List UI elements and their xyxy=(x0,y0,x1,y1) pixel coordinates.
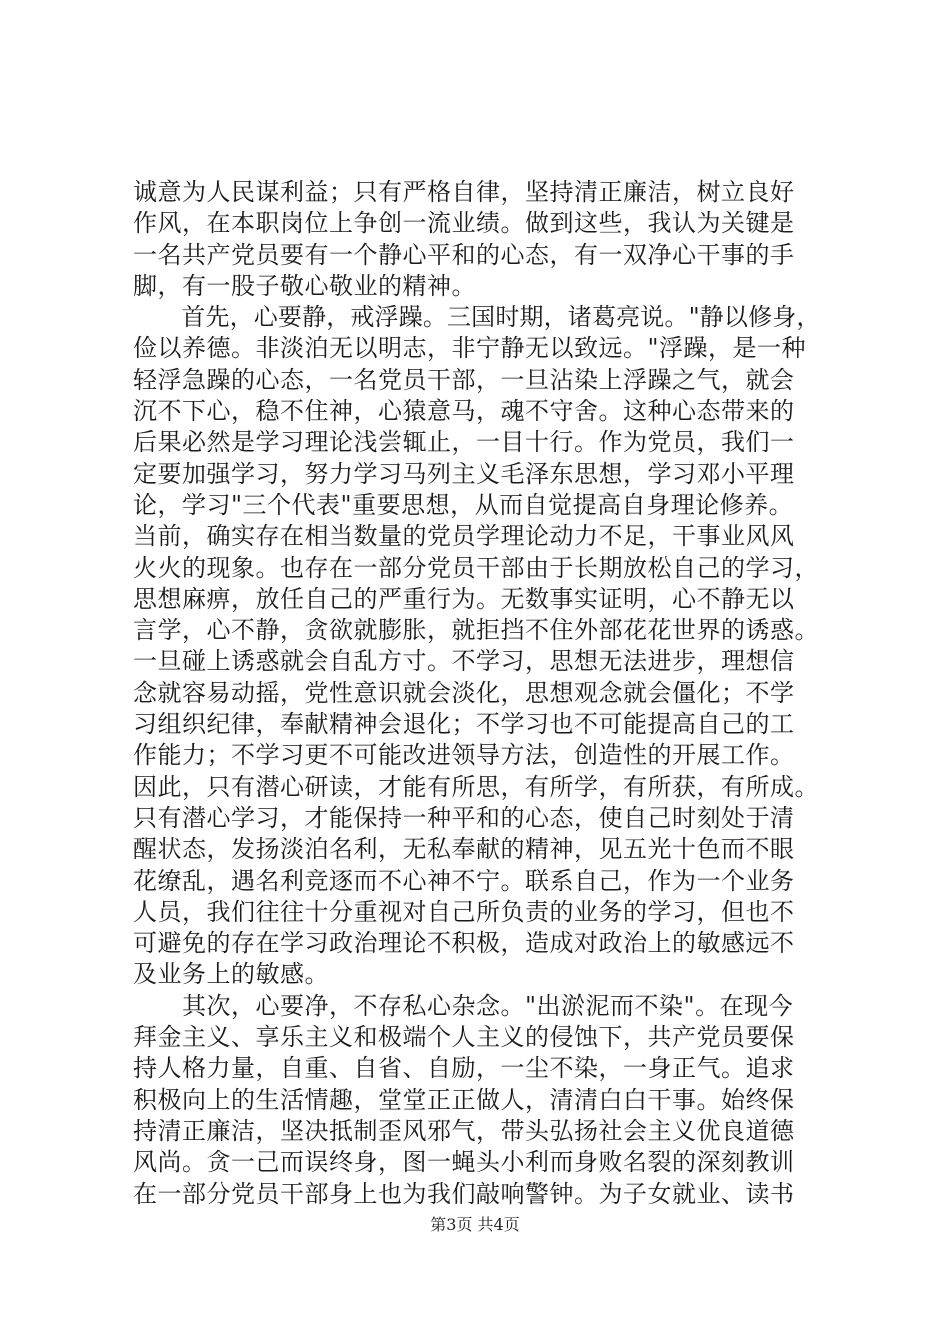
text-line: 一旦碰上诱惑就会自乱方寸。不学习，思想无法进步，理想信 xyxy=(133,647,795,676)
text-line: 当前，确实存在相当数量的党员学理论动力不足，干事业风风 xyxy=(133,522,795,551)
text-line: 持人格力量，自重、自省、自励，一尘不染，一身正气。追求 xyxy=(133,1054,795,1083)
text-line: 念就容易动摇，党性意识就会淡化，思想观念就会僵化；不学 xyxy=(133,678,795,707)
text-line: 言学，心不静，贪欲就膨胀，就拒挡不住外部花花世界的诱惑。 xyxy=(133,616,819,645)
text-line: 因此，只有潜心研读，才能有所思，有所学，有所获，有所成。 xyxy=(133,772,819,801)
text-line: 醒状态，发扬淡泊名利，无私奉献的精神，见五光十色而不眼 xyxy=(133,835,795,864)
text-line: 作能力；不学习更不可能改进领导方法，创造性的开展工作。 xyxy=(133,741,795,770)
page-footer: 第3页 共4页 xyxy=(430,1215,520,1234)
text-line: 思想麻痹，放任自己的严重行为。无数事实证明，心不静无以 xyxy=(133,584,795,613)
text-line: 只有潜心学习，才能保持一种平和的心态，使自己时刻处于清 xyxy=(133,803,795,832)
text-line: 持清正廉洁，坚决抵制歪风邪气，带头弘扬社会主义优良道德 xyxy=(133,1116,795,1145)
text-line: 积极向上的生活情趣，堂堂正正做人，清清白白干事。始终保 xyxy=(133,1085,795,1114)
text-line: 俭以养德。非淡泊无以明志，非宁静无以致远。"浮躁，是一种 xyxy=(133,334,807,363)
text-line: 习组织纪律，奉献精神会退化；不学习也不可能提高自己的工 xyxy=(133,710,795,739)
text-line: 论，学习"三个代表"重要思想，从而自觉提高自身理论修养。 xyxy=(133,490,794,519)
text-line: 沉不下心，稳不住神，心猿意马，魂不守舍。这种心态带来的 xyxy=(133,397,795,426)
text-line: 定要加强学习，努力学习马列主义毛泽东思想，学习邓小平理 xyxy=(133,459,795,488)
text-line: 脚，有一股子敬心敬业的精神。 xyxy=(133,271,476,300)
text-line: 拜金主义、享乐主义和极端个人主义的侵蚀下，共产党员要保 xyxy=(133,1023,795,1052)
text-line: 后果必然是学习理论浅尝辄止，一目十行。作为党员，我们一 xyxy=(133,428,795,457)
text-line: 轻浮急躁的心态，一名党员干部，一旦沾染上浮躁之气，就会 xyxy=(133,365,795,394)
document-body xyxy=(133,177,821,1210)
text-line: 风尚。贪一己而误终身，图一蝇头小利而身败名裂的深刻教训 xyxy=(133,1148,795,1177)
text-line: 人员，我们往往十分重视对自己所负责的业务的学习，但也不 xyxy=(133,897,795,926)
text-line: 可避免的存在学习政治理论不积极，造成对政治上的敏感远不 xyxy=(133,929,795,958)
text-line: 及业务上的敏感。 xyxy=(133,960,329,989)
text-line: 火火的现象。也存在一部分党员干部由于长期放松自己的学习， xyxy=(133,553,819,582)
text-line: 作风，在本职岗位上争创一流业绩。做到这些，我认为关键是 xyxy=(133,209,795,238)
text-line: 花缭乱，遇名利竞逐而不心神不宁。联系自己，作为一个业务 xyxy=(133,866,795,895)
text-line: 一名共产党员要有一个静心平和的心态，有一双净心干事的手 xyxy=(133,240,795,269)
text-line: 在一部分党员干部身上也为我们敲响警钟。为子女就业、读书 xyxy=(133,1179,795,1208)
text-line: 首先，心要静，戒浮躁。三国时期，诸葛亮说。"静以修身， xyxy=(133,303,821,332)
text-line: 其次，心要净，不存私心杂念。"出淤泥而不染"。在现今 xyxy=(133,991,794,1020)
text-line: 诚意为人民谋利益；只有严格自律，坚持清正廉洁，树立良好 xyxy=(133,178,795,206)
